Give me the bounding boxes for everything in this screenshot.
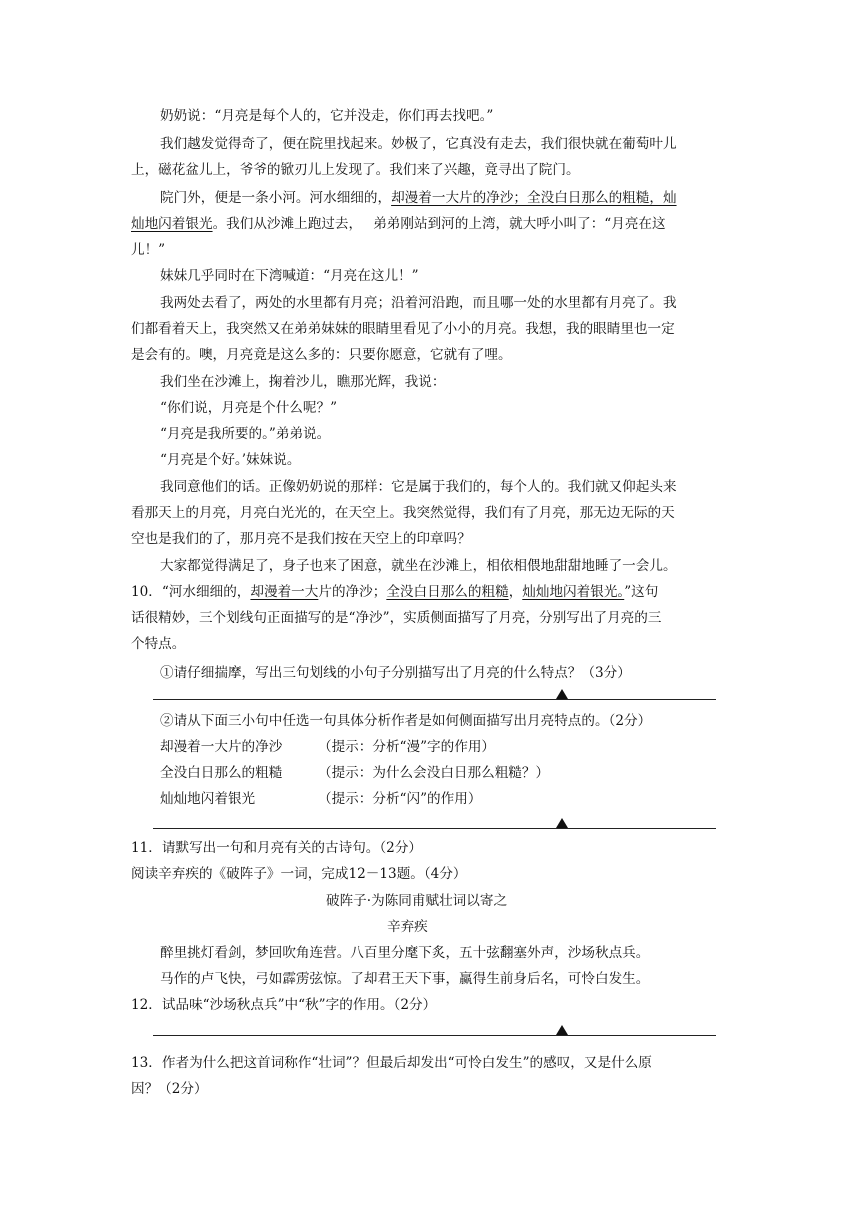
underlined-sentence: 灿地闪着银光: [131, 216, 213, 232]
option-3-hint: （提示：分析“闪”的作用）: [318, 791, 482, 807]
passage-text: 院门外，便是一条小河。河水细细的，: [160, 190, 392, 206]
answer-line[interactable]: [153, 1022, 716, 1036]
answer-rule: [153, 699, 716, 700]
question-10-sub2: ②请从下面三小句中任选一句具体分析作者是如何侧面描写出月亮特点的。（2分）: [160, 713, 652, 729]
passage-paragraph-cont: [131, 214, 666, 234]
question-10-prompt-cont: 话很精妙，三个划线句正面描写的是“净沙”，实质侧面描写了月亮，分别写出了月亮的三: [131, 610, 662, 626]
option-text: 却漫着一大片的净沙: [160, 739, 283, 755]
passage-paragraph: 我两处去看了，两处的水里都有月亮；沿着河沿跑，而且哪一处的水里都有月亮了。我: [160, 295, 677, 311]
dialogue-line: “月亮是个好。’妹妹说。: [160, 452, 301, 468]
question-12-prompt: 12．试品味“沙场秋点兵”中“秋”字的作用。（2分）: [131, 997, 437, 1013]
option-1: [160, 737, 282, 757]
triangle-marker-icon: [556, 1025, 568, 1035]
passage-paragraph-cont: 空也是我们的了，那月亮不是我们按在天空上的印章吗？: [131, 531, 471, 547]
dialogue-line: “月亮是我所要的。”弟弟说。: [160, 426, 331, 442]
answer-rule: [153, 1035, 716, 1036]
underlined-sentence: 全没白日那么的粗糙: [386, 584, 509, 600]
poem-title: 破阵子·为陈同甫赋壮词以寄之: [326, 893, 508, 909]
passage-paragraph: 大家都觉得满足了，身子也来了困意，就坐在沙滩上，相依相偎地甜甜地睡了一会儿。: [160, 558, 677, 574]
option-2-hint: （提示：为什么会没白日那么粗糙？）: [318, 765, 550, 781]
answer-rule: [153, 828, 716, 829]
option-text: 灿灿地闪着银光: [160, 791, 256, 807]
answer-line[interactable]: [153, 815, 716, 829]
passage-paragraph-cont: 们都看着天上，我突然又在弟弟妹妹的眼睛里看见了小小的月亮。我想，我的眼睛里也一定: [131, 321, 675, 337]
underlined-sentence: 却漫着一大: [250, 584, 319, 600]
dialogue-line: “你们说，月亮是个什么呢？”: [160, 400, 338, 416]
triangle-marker-icon: [556, 818, 568, 828]
option-2: [160, 763, 282, 783]
question-13-prompt: 13．作者为什么把这首词称作“壮词”？但最后却发出“可怜白发生”的感叹，又是什么原: [131, 1055, 652, 1071]
passage-paragraph: [160, 188, 677, 208]
poem-author: 辛弃疾: [387, 919, 428, 935]
passage-paragraph-cont: 看那天上的月亮，月亮白光光的，在天空上。我突然觉得，我们有了月亮，那无边无际的天: [131, 505, 675, 521]
triangle-marker-icon: [556, 689, 568, 699]
option-text: 全没白日那么的粗糙: [160, 765, 283, 781]
passage-text: 。我们从沙滩上跑过去， 弟弟刚站到河的上湾，就大呼小叫了：“月亮在这: [212, 216, 666, 232]
passage-paragraph: 我们坐在沙滩上，掬着沙儿，瞧那光辉，我说：: [160, 374, 446, 390]
passage-paragraph-cont: 上，磁花盆儿上，爷爷的锨刃儿上发现了。我们来了兴趣，竟寻出了院门。: [131, 162, 580, 178]
question-10-prompt-cont: 个特点。: [131, 636, 186, 652]
answer-line[interactable]: [153, 686, 716, 700]
option-3: [160, 789, 255, 809]
question-11-prompt: 11．请默写出一句和月亮有关的古诗句。（2分）: [131, 840, 423, 856]
poem-line: 马作的卢飞快，弓如霹雳弦惊。了却君王天下事，赢得生前身后名，可怜白发生。: [160, 971, 650, 987]
passage-paragraph: 奶奶说：“月亮是每个人的，它并没走，你们再去找吧。”: [160, 108, 494, 124]
passage-paragraph-cont: 是会有的。噢，月亮竟是这么多的：只要你愿意，它就有了哩。: [131, 347, 512, 363]
poem-line: 醉里挑灯看剑，梦回吹角连营。八百里分麾下炙，五十弦翻塞外声，沙场秋点兵。: [160, 945, 650, 961]
question-10-sub1: ①请仔细揣摩，写出三句划线的小句子分别描写出了月亮的什么特点？（3分）: [160, 665, 631, 681]
question-13-prompt-cont: 因？（2分）: [131, 1081, 208, 1097]
question-10-prompt: 10．“河水细细的，却漫着一大片的净沙；全没白日那么的粗糙，灿灿地闪着银光。”这句: [131, 584, 659, 600]
passage-paragraph: 我同意他们的话。正像奶奶说的那样：它是属于我们的，每个人的。我们就又仰起头来: [160, 479, 677, 495]
passage-paragraph: 我们越发觉得奇了，便在院里找起来。妙极了，它真没有走去，我们很快就在葡萄叶儿: [160, 136, 677, 152]
underlined-sentence: 灿灿地闪着银光。: [522, 584, 625, 600]
option-1-hint: （提示：分析“漫”字的作用）: [318, 739, 496, 755]
passage-paragraph: 妹妹几乎同时在下湾喊道：“月亮在这儿！”: [160, 268, 419, 284]
passage-paragraph-cont: 儿！”: [131, 242, 166, 258]
underlined-sentence: 却漫着一大片的净沙；全没白日那么的粗糙，灿: [391, 190, 677, 206]
poem-intro: 阅读辛弃疾的《破阵子》一词，完成12－13题。（4分）: [131, 866, 467, 882]
